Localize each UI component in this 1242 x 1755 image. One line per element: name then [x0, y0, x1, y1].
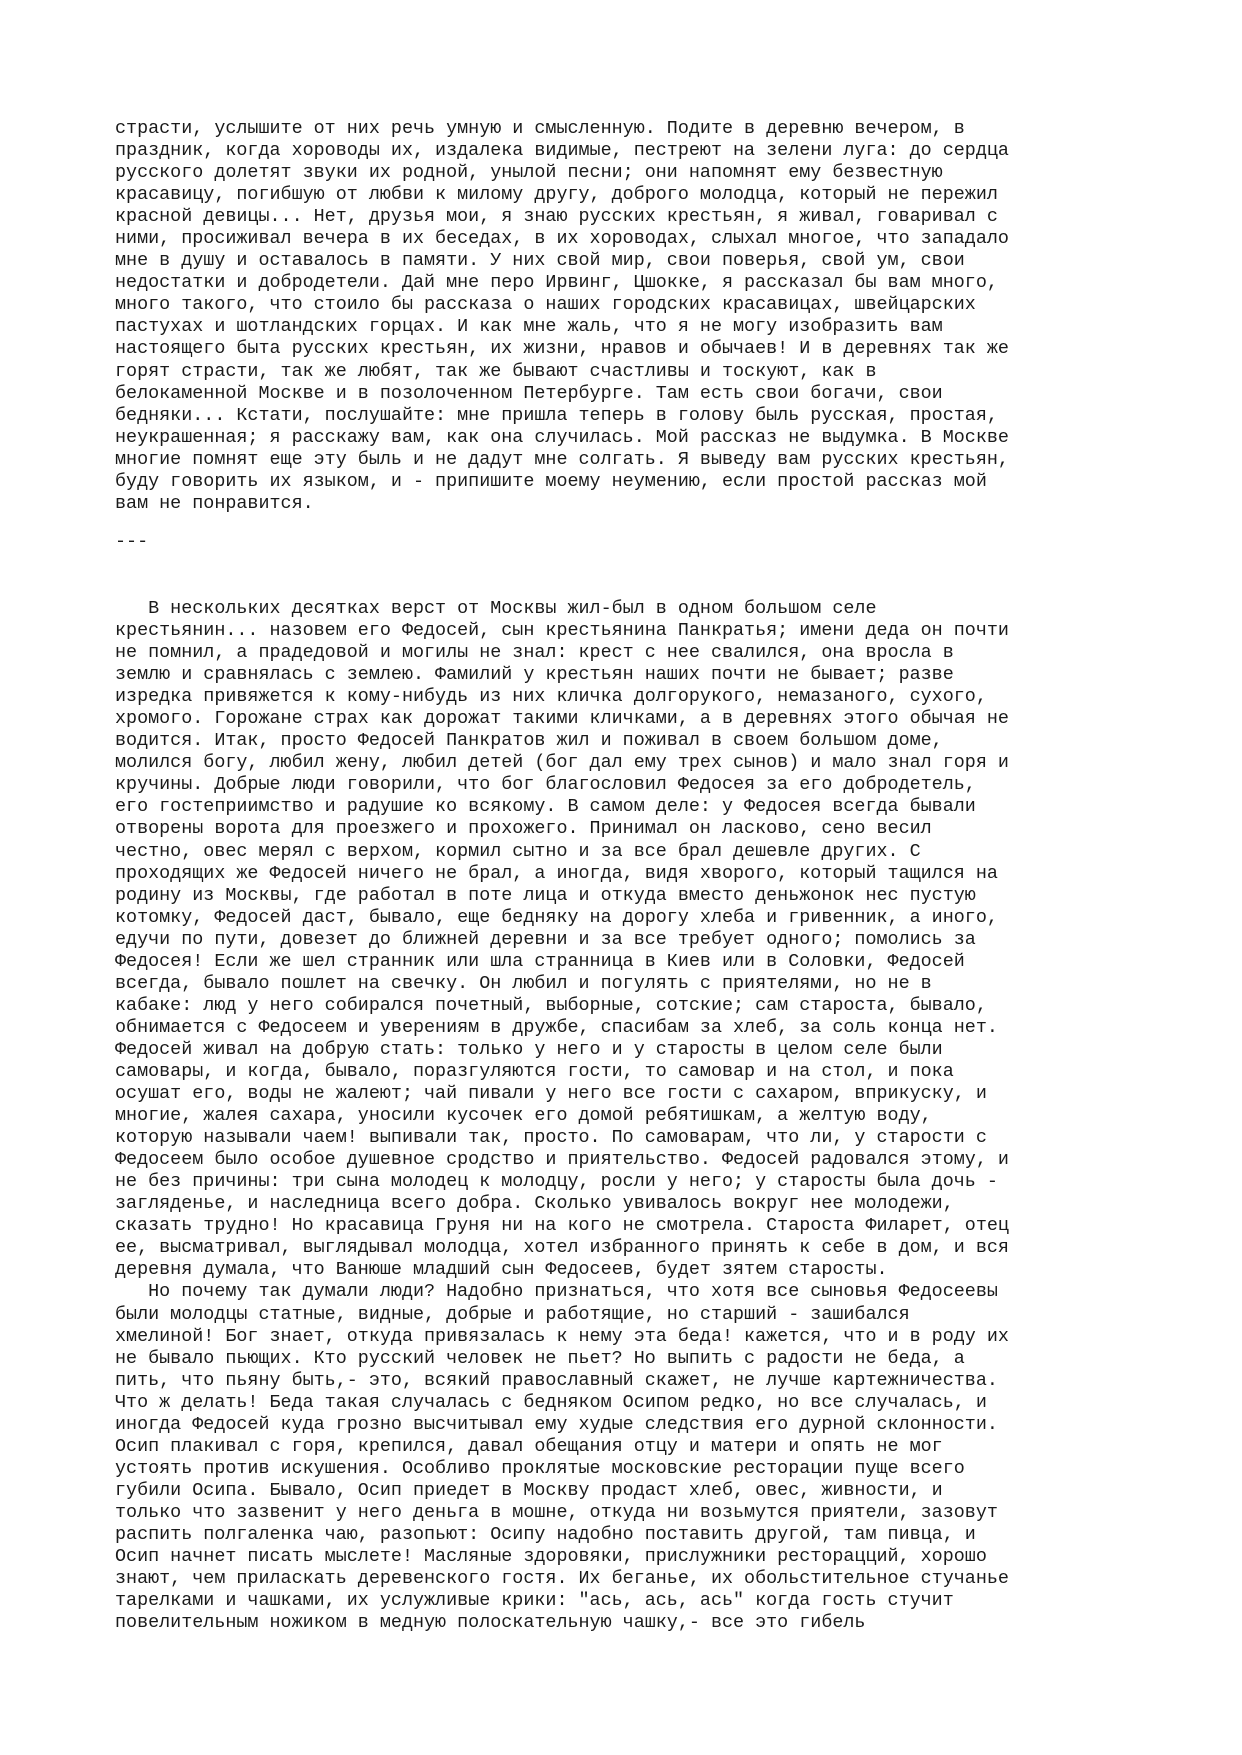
intro-line: страсти, услышите от них речь умную и смысленную. Подите в деревню вечером, в — [115, 118, 965, 139]
story-line: ее, высматривал, выглядывал молодца, хотел избранного принять к себе в дом, и вся — [115, 1237, 1009, 1259]
intro-line: настоящего быта русских крестьян, их жизни, нравов и обычаев! И в деревнях так же — [115, 338, 1009, 360]
story-line: знают, чем приласкать деревенского гостя. Их беганье, их обольстительное стучанье — [115, 1568, 1009, 1590]
story-line: самовары, и когда, бывало, поразгуляются гости, то самовар и на стол, и пока — [115, 1060, 954, 1082]
story-line: Федосей живал на добрую стать: только у него и у старосты в целом селе были — [115, 1038, 943, 1060]
story-line: Федосеем было особое душевное сродство и приятельство. Федосей радовался этому, и — [115, 1149, 1009, 1171]
intro-line: буду говорить их языком, и - припишите моему неумению, если простой рассказ мой — [115, 470, 987, 492]
story-line: иногда Федосей куда грозно высчитывал ему худые следствия его дурной склонности. — [115, 1413, 998, 1435]
story-line: молился богу, любил жену, любил детей (бог дал ему трех сынов) и мало знал горя и — [115, 752, 1009, 774]
story-line: честно, овес мерял с верхом, кормил сытно и за все брал дешевле других. С — [115, 840, 921, 862]
story-line: были молодцы статные, видные, добрые и работящие, но старший - зашибался — [115, 1303, 910, 1325]
intro-line: красавицу, погибшую от любви к милому другу, доброго молодца, который не пережил — [115, 184, 998, 206]
story-line: осушат его, воды не жалеют; чай пивали у него все гости с сахаром, вприкуску, и — [115, 1083, 987, 1105]
story-line: распить полгаленка чаю, разопьют: Осипу надобно поставить другой, там пивца, и — [115, 1523, 976, 1545]
story-line: проходящих же Федосей ничего не брал, а иногда, видя хворого, который тащился на — [115, 862, 998, 884]
story-line: Но почему так думали люди? Надобно признаться, что хотя все сыновья Федосеевы — [115, 1281, 998, 1303]
story-line: пить, что пьяну быть,- это, всякий православный скажет, не лучше картежничества. — [115, 1369, 998, 1391]
intro-line: праздник, когда хороводы их, издалека видимые, пестреют на зелени луга: до сердца — [115, 140, 1009, 162]
intro-text — [115, 118, 1135, 515]
intro-line: красной девицы... Нет, друзья мои, я знаю русских крестьян, я живал, говаривал с — [115, 206, 998, 228]
story-line: не бывало пьющих. Кто русский человек не пьет? Но выпить с радости не беда, а — [115, 1347, 965, 1369]
story-line: землю и сравнялась с землею. Фамилий у крестьян наших почти не бывает; разве — [115, 664, 954, 686]
story-line: В нескольких десятках верст от Москвы жил-был в одном большом селе — [115, 598, 877, 619]
story-line: Осип плакивал с горя, крепился, давал обещания отцу и матери и опять не мог — [115, 1435, 943, 1457]
intro-line: бедняки... Кстати, послушайте: мне пришла теперь в голову быль русская, простая, — [115, 404, 998, 426]
intro-line: ними, просиживал вечера в их беседах, в их хороводах, слыхал многое, что западало — [115, 228, 1009, 250]
story-line: деревня думала, что Ванюше младший сын Федосеев, будет зятем старосты. — [115, 1259, 888, 1281]
story-line: Что ж делать! Беда такая случалась с бедняком Осипом редко, но все случалась, и — [115, 1391, 987, 1413]
story-line: водится. Итак, просто Федосей Панкратов жил и поживал в своем большом доме, — [115, 730, 943, 752]
section-separator: --- — [115, 531, 149, 552]
intro-line: горят страсти, так же любят, так же бывают счастливы и тоскуют, как в — [115, 360, 877, 382]
story-line: едучи по пути, довезет до ближней деревни и за все требует одного; помолись за — [115, 928, 976, 950]
story-line: тарелками и чашками, их услужливые крики: "ась, ась, ась" когда гость стучит — [115, 1590, 954, 1612]
intro-line: многие помнят еще эту быль и не дадут мне солгать. Я выведу вам русских крестьян, — [115, 448, 1009, 470]
story-line: которую называли чаем! выпивали так, просто. По самоварам, что ли, у старости с — [115, 1127, 987, 1149]
story-line: кручины. Добрые люди говорили, что бог благословил Федосея за его добродетель, — [115, 774, 976, 796]
intro-line: пастухах и шотландских горцах. И как мне жаль, что я не могу изобразить вам — [115, 316, 943, 338]
story-line: губили Осипа. Бывало, Осип приедет в Москву продаст хлеб, овес, живности, и — [115, 1479, 943, 1501]
story-line: кабаке: люд у него собирался почетный, выборные, сотские; сам староста, бывало, — [115, 994, 987, 1016]
story-line: хмелиной! Бог знает, откуда привязалась к нему эта беда! кажется, что и в роду их — [115, 1325, 1009, 1347]
story-line: хромого. Горожане страх как дорожат такими кличками, а в деревнях этого обычая не — [115, 708, 1009, 730]
story-line: загляденье, и наследница всего добра. Сколько увивалось вокруг нее молодежи, — [115, 1193, 954, 1215]
intro-line: русского долетят звуки их родной, унылой песни; они напомнят ему безвестную — [115, 162, 943, 184]
story-line: устоять против искушения. Особливо проклятые московские ресторации пуще всего — [115, 1457, 965, 1479]
story-line: повелительным ножиком в медную полоскательную чашку,- все это гибель — [115, 1612, 866, 1634]
story-line: всегда, бывало пошлет на свечку. Он любил и погулять с приятелями, но не в — [115, 972, 932, 994]
story-line: крестьянин... назовем его Федосей, сын крестьянина Панкратья; имени деда он почти — [115, 620, 1009, 642]
story-line: котомку, Федосей даст, бывало, еще бедняку на дорогу хлеба и гривенник, а иного, — [115, 906, 998, 928]
story-line: сказать трудно! Но красавица Груня ни на кого не смотрела. Староста Филарет, отец — [115, 1215, 1009, 1237]
intro-line: белокаменной Москве и в позолоченном Петербурге. Там есть свои богачи, свои — [115, 382, 943, 404]
story-line: не без причины: три сына молодец к молодцу, росли у него; у старосты была дочь - — [115, 1171, 998, 1193]
story-line: не помнил, а прадедовой и могилы не знал: крест с нее свалился, она вросла в — [115, 642, 954, 664]
story-line: только что зазвенит у него деньга в мошне, откуда ни возьмутся приятели, зазовут — [115, 1501, 998, 1523]
intro-line: недостатки и добродетели. Дай мне перо Ирвинг, Цшокке, я рассказал бы вам много, — [115, 272, 998, 294]
story-line: родину из Москвы, где работал в поте лица и откуда вместо деньжонок нес пустую — [115, 884, 976, 906]
story-text — [115, 598, 1135, 1634]
story-line: отворены ворота для проезжего и прохожего. Принимал он ласково, сено весил — [115, 818, 932, 840]
intro-line: много такого, что стоило бы рассказа о наших городских красавицах, швейцарских — [115, 294, 976, 316]
story-line: его гостеприимство и радушие ко всякому. В самом деле: у Федосея всегда бывали — [115, 796, 976, 818]
story-line: Осип начнет писать мыслете! Масляные здоровяки, прислужники ресторацций, хорошо — [115, 1546, 987, 1568]
story-line: изредка привяжется к кому-нибудь из них кличка долгорукого, немазаного, сухого, — [115, 686, 987, 708]
story-line: многие, жалея сахара, уносили кусочек его домой ребятишкам, а желтую воду, — [115, 1105, 932, 1127]
intro-line: вам не понравится. — [115, 492, 314, 514]
story-line: обнимается с Федосеем и уверениям в дружбе, спасибам за хлеб, за соль конца нет. — [115, 1016, 998, 1038]
story-line: Федосея! Если же шел странник или шла странница в Киев или в Соловки, Федосей — [115, 950, 965, 972]
intro-line: мне в душу и оставалось в памяти. У них свой мир, свои поверья, свой ум, свои — [115, 250, 965, 272]
intro-line: неукрашенная; я расскажу вам, как она случилась. Мой рассказ не выдумка. В Москве — [115, 426, 1009, 448]
